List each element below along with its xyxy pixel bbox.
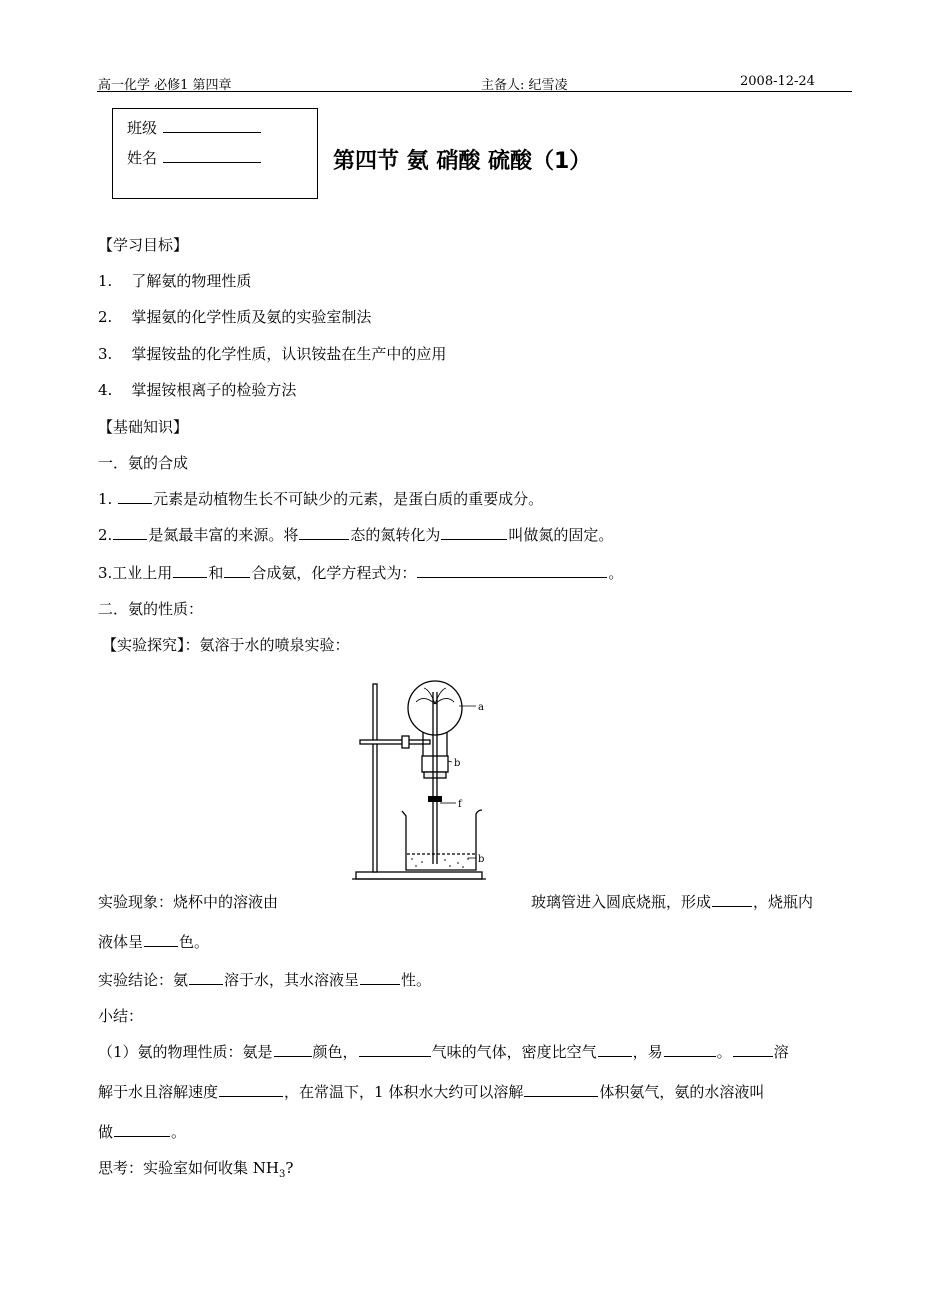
class-label: 班级 [127, 119, 158, 137]
summary-heading: 小结： [98, 1007, 144, 1025]
figure-label-b: b [478, 854, 485, 865]
summary-line-2: 解于水且溶解速度 ，在常温下，1 体积水大约可以溶解 体积氨气，氨的水溶液叫 [98, 1083, 765, 1101]
header-course: 高一化学 必修1 第四章 [98, 78, 232, 93]
fountain-experiment-figure [350, 676, 500, 888]
answer-blank[interactable] [664, 1042, 716, 1057]
answer-blank[interactable] [733, 1042, 773, 1057]
observation-line-2: 液体呈 色。 [98, 933, 210, 951]
answer-blank[interactable] [598, 1042, 632, 1057]
class-blank[interactable] [163, 118, 261, 133]
header-author: 主备人: 纪雪凌 [481, 78, 568, 93]
answer-blank[interactable] [113, 525, 147, 540]
answer-blank[interactable] [224, 563, 250, 578]
answer-blank[interactable] [299, 525, 349, 540]
name-label: 姓名 [127, 149, 158, 167]
experiment-label: 【实验探究】 [102, 636, 185, 654]
observation-line-1: 实验现象：烧杯中的溶液由 [98, 893, 279, 911]
answer-blank[interactable] [118, 489, 152, 504]
answer-blank[interactable] [274, 1042, 312, 1057]
section-synthesis: 一．氨的合成 [98, 454, 189, 472]
header-date: 2008-12-24 [740, 74, 815, 89]
question-1: 1. 元素是动植物生长不可缺少的元素，是蛋白质的重要成分。 [98, 490, 544, 508]
answer-blank[interactable] [524, 1082, 598, 1097]
summary-line-1: （1）氨的物理性质：氨是 颜色， 气味的气体，密度比空气 ，易 。 溶 [98, 1043, 789, 1061]
class-field[interactable] [127, 117, 262, 138]
goal-item: 4. 掌握铵根离子的检验方法 [98, 381, 297, 399]
figure-label-b: b [454, 758, 461, 769]
figure-label-f: f [458, 799, 462, 810]
basics-heading: 【基础知识】 [98, 418, 189, 436]
figure-label-a: a [478, 702, 484, 713]
answer-blank[interactable] [360, 970, 400, 985]
answer-blank[interactable] [114, 1122, 170, 1137]
name-blank[interactable] [163, 148, 261, 163]
think-question: 思考：实验室如何收集 $NH_3$? [98, 1159, 294, 1180]
answer-blank[interactable] [144, 932, 178, 947]
question-2: 2. 是氮最丰富的来源。将 态的氮转化为 叫做氮的固定。 [98, 526, 614, 544]
goal-item: 3. 掌握铵盐的化学性质，认识铵盐在生产中的应用 [98, 345, 447, 363]
question-3: 3.工业上用 和 合成氨，化学方程式为： 。 [98, 564, 624, 582]
name-field[interactable] [127, 147, 262, 168]
page-title: 第四节 氨 硝酸 硫酸（1） [333, 149, 592, 174]
answer-blank[interactable] [712, 892, 752, 907]
goal-item: 1. 了解氨的物理性质 [98, 272, 252, 290]
goals-heading: 【学习目标】 [98, 236, 189, 254]
section-properties: 二．氨的性质： [98, 600, 204, 618]
summary-line-3: 做 。 [98, 1123, 187, 1141]
goal-item: 2. 掌握氨的化学性质及氨的实验室制法 [98, 308, 372, 326]
answer-blank[interactable] [189, 970, 223, 985]
answer-blank[interactable] [359, 1042, 431, 1057]
experiment-intro: 【实验探究】：氨溶于水的喷泉实验： [102, 636, 350, 654]
observation-line-1-right: 玻璃管进入圆底烧瓶，形成 ，烧瓶内 [531, 893, 814, 911]
answer-blank[interactable] [441, 525, 507, 540]
answer-blank[interactable] [173, 563, 207, 578]
equation-blank[interactable] [417, 563, 607, 578]
answer-blank[interactable] [219, 1082, 283, 1097]
header-rule [97, 91, 852, 92]
conclusion: 实验结论：氨 溶于水，其水溶液呈 性。 [98, 971, 432, 989]
